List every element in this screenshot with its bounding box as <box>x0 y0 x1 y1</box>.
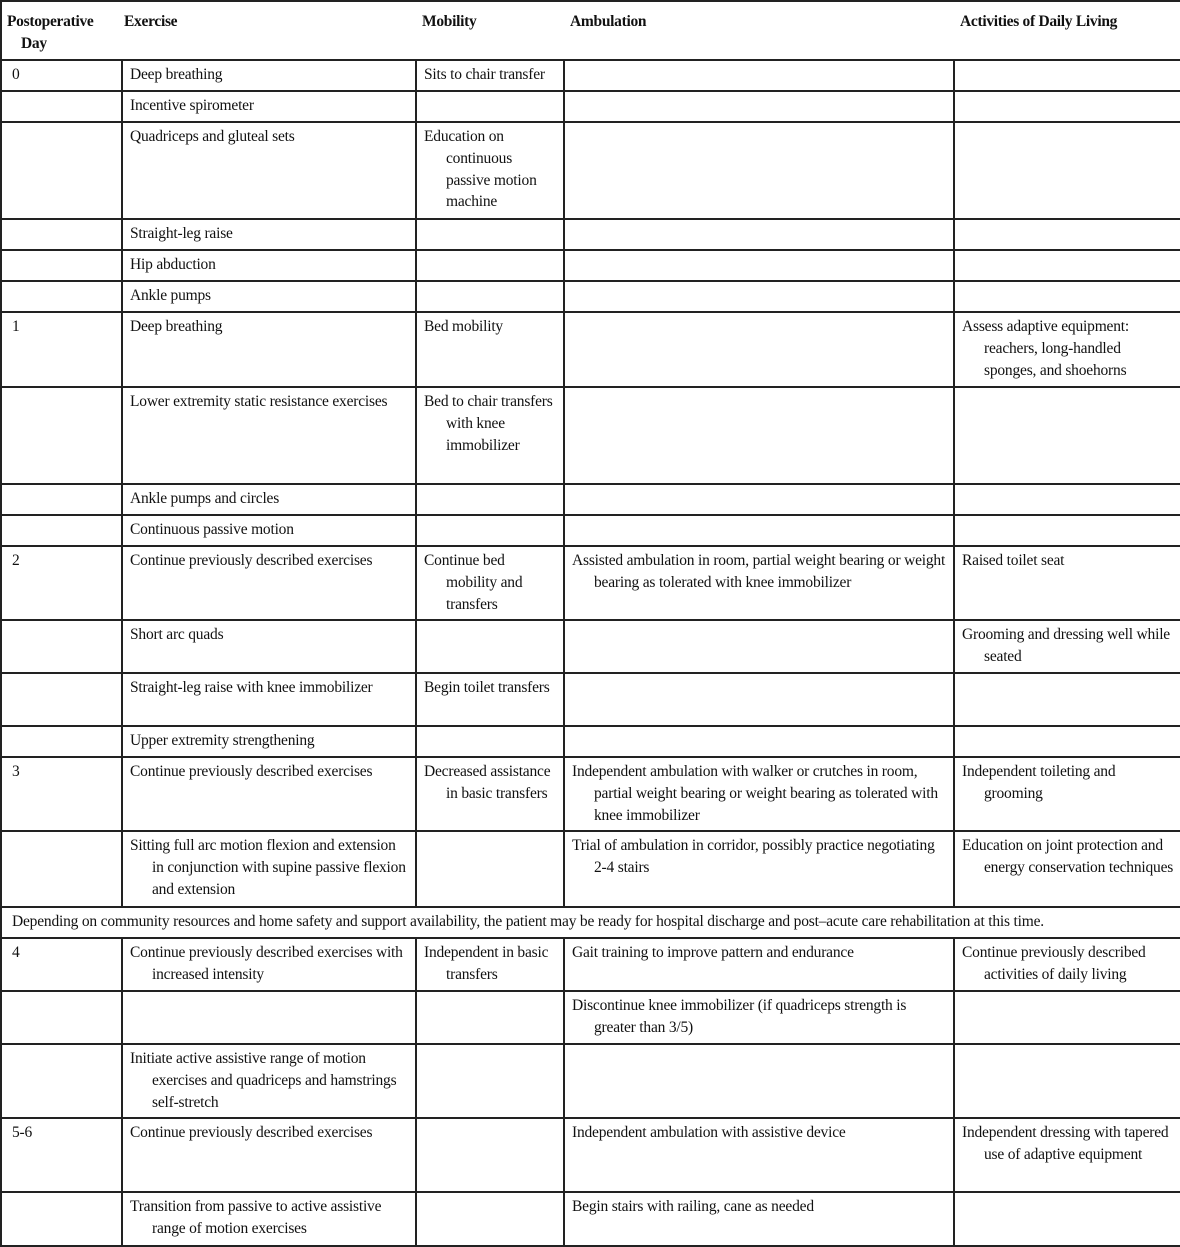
header-day-line2: Day <box>21 34 47 52</box>
cell-ambulation <box>564 312 954 387</box>
cell-mobility <box>416 1118 564 1192</box>
cell-mobility <box>416 831 564 907</box>
cell-adl <box>954 1044 1180 1118</box>
table-row <box>1 938 1180 991</box>
cell-text-exercise: Continuous passive motion <box>130 521 294 538</box>
cell-adl <box>954 1192 1180 1246</box>
cell-adl <box>954 60 1180 91</box>
table-row <box>1 1192 1180 1246</box>
header-row <box>1 1 1180 60</box>
cell-day <box>1 60 122 91</box>
cell-day <box>1 991 122 1044</box>
cell-text-exercise: Quadriceps and gluteal sets <box>130 128 295 145</box>
cell-text-day: 2 <box>12 552 20 569</box>
cell-mobility <box>416 620 564 673</box>
table-row <box>1 1044 1180 1118</box>
cell-exercise <box>122 281 416 312</box>
cell-text-exercise: Deep breathing <box>130 66 223 83</box>
cell-adl <box>954 991 1180 1044</box>
cell-day <box>1 620 122 673</box>
table-header <box>1 1 1180 60</box>
cell-ambulation <box>564 546 954 620</box>
cell-ambulation <box>564 938 954 991</box>
cell-day <box>1 1044 122 1118</box>
cell-day <box>1 831 122 907</box>
cell-text-ambulation: Gait training to improve pattern and endurance <box>572 944 854 961</box>
table-row <box>1 831 1180 907</box>
cell-text-ambulation: Independent ambulation with walker or crutches in room, partial weight bearing or weight bearing as tolerated with knee immobilizer <box>572 763 938 824</box>
header-postoperative-day <box>1 1 122 60</box>
cell-text-exercise: Initiate active assistive range of motion exercises and quadriceps and hamstrings self-stretch <box>130 1050 397 1111</box>
table-row <box>1 484 1180 515</box>
cell-adl <box>954 250 1180 281</box>
cell-text-exercise: Continue previously described exercises <box>130 1124 373 1141</box>
cell-exercise <box>122 1118 416 1192</box>
cell-ambulation <box>564 122 954 219</box>
cell-text-mobility: Continue bed mobility and transfers <box>424 552 523 613</box>
cell-exercise <box>122 1044 416 1118</box>
header-ambulation: Ambulation <box>564 1 954 60</box>
cell-mobility <box>416 673 564 726</box>
cell-text-exercise: Continue previously described exercises <box>130 763 373 780</box>
cell-exercise <box>122 515 416 546</box>
cell-mobility <box>416 281 564 312</box>
table-row <box>1 219 1180 250</box>
cell-mobility <box>416 122 564 219</box>
cell-exercise <box>122 620 416 673</box>
table-row <box>1 122 1180 219</box>
cell-day <box>1 122 122 219</box>
cell-text-mobility: Begin toilet transfers <box>424 679 550 696</box>
cell-text-ambulation: Discontinue knee immobilizer (if quadriceps strength is greater than 3/5) <box>572 997 907 1036</box>
cell-text-mobility: Decreased assistance in basic transfers <box>424 763 551 802</box>
cell-mobility <box>416 1044 564 1118</box>
cell-ambulation <box>564 1044 954 1118</box>
cell-ambulation <box>564 673 954 726</box>
cell-day <box>1 757 122 831</box>
table-row <box>1 620 1180 673</box>
cell-text-exercise: Upper extremity strengthening <box>130 732 315 749</box>
cell-ambulation <box>564 757 954 831</box>
table-row <box>1 546 1180 620</box>
cell-text-adl: Independent toileting and grooming <box>962 763 1116 802</box>
table-row <box>1 250 1180 281</box>
cell-ambulation <box>564 484 954 515</box>
cell-adl <box>954 673 1180 726</box>
cell-exercise <box>122 387 416 484</box>
cell-mobility <box>416 991 564 1044</box>
cell-text-adl: Independent dressing with tapered use of adaptive equipment <box>962 1124 1169 1163</box>
cell-text-exercise: Ankle pumps and circles <box>130 490 280 507</box>
cell-mobility <box>416 938 564 991</box>
cell-ambulation <box>564 991 954 1044</box>
table-row <box>1 515 1180 546</box>
cell-day <box>1 312 122 387</box>
table-row <box>1 91 1180 122</box>
cell-text-adl: Continue previously described activities of daily living <box>962 944 1146 983</box>
cell-ambulation <box>564 1192 954 1246</box>
cell-text-adl: Education on joint protection and energy conservation techniques <box>962 837 1174 876</box>
cell-text-exercise: Continue previously described exercises <box>130 552 373 569</box>
cell-exercise <box>122 757 416 831</box>
cell-mobility <box>416 1192 564 1246</box>
table-body <box>1 60 1180 1246</box>
cell-text-mobility: Education on continuous passive motion machine <box>424 128 537 211</box>
cell-day <box>1 726 122 757</box>
cell-text-exercise: Straight-leg raise with knee immobilizer <box>130 679 373 696</box>
cell-text-exercise: Deep breathing <box>130 318 223 335</box>
cell-ambulation <box>564 60 954 91</box>
cell-text-adl: Assess adaptive equipment: reachers, long-handled sponges, and shoehorns <box>962 318 1129 379</box>
cell-mobility <box>416 312 564 387</box>
cell-ambulation <box>564 281 954 312</box>
cell-ambulation <box>564 219 954 250</box>
cell-adl <box>954 122 1180 219</box>
cell-text-mobility: Bed to chair transfers with knee immobilizer <box>424 393 553 454</box>
cell-text-exercise: Lower extremity static resistance exercises <box>130 393 388 410</box>
discharge-note-row <box>1 907 1180 938</box>
cell-day <box>1 281 122 312</box>
cell-day <box>1 91 122 122</box>
header-day-line1: Postoperative <box>7 13 94 30</box>
cell-text-ambulation: Begin stairs with railing, cane as needed <box>572 1198 814 1215</box>
cell-exercise <box>122 91 416 122</box>
cell-adl <box>954 219 1180 250</box>
cell-adl <box>954 757 1180 831</box>
cell-adl <box>954 938 1180 991</box>
cell-ambulation <box>564 620 954 673</box>
cell-day <box>1 515 122 546</box>
cell-text-exercise: Hip abduction <box>130 256 216 273</box>
cell-mobility <box>416 91 564 122</box>
cell-mobility <box>416 387 564 484</box>
cell-exercise <box>122 991 416 1044</box>
cell-adl <box>954 1118 1180 1192</box>
cell-adl <box>954 281 1180 312</box>
cell-adl <box>954 831 1180 907</box>
cell-exercise <box>122 726 416 757</box>
cell-adl <box>954 726 1180 757</box>
cell-mobility <box>416 484 564 515</box>
cell-text-day: 1 <box>12 318 20 335</box>
cell-mobility <box>416 60 564 91</box>
discharge-note: Depending on community resources and home safety and support availability, the patient may be ready for hospital discharge and post–acute care rehabilitation at this time. <box>1 907 1180 938</box>
cell-exercise <box>122 312 416 387</box>
cell-mobility <box>416 250 564 281</box>
cell-adl <box>954 484 1180 515</box>
cell-text-day: 4 <box>12 944 20 961</box>
cell-ambulation <box>564 831 954 907</box>
cell-ambulation <box>564 1118 954 1192</box>
cell-text-exercise: Continue previously described exercises with increased intensity <box>130 944 403 983</box>
cell-exercise <box>122 938 416 991</box>
header-exercise: Exercise <box>122 1 416 60</box>
cell-text-day: 3 <box>12 763 20 780</box>
table-row <box>1 673 1180 726</box>
cell-exercise <box>122 60 416 91</box>
cell-text-ambulation: Trial of ambulation in corridor, possibly practice negotiating 2-4 stairs <box>572 837 935 876</box>
cell-text-exercise: Transition from passive to active assistive range of motion exercises <box>130 1198 382 1237</box>
cell-text-exercise: Straight-leg raise <box>130 225 233 242</box>
cell-ambulation <box>564 387 954 484</box>
cell-exercise <box>122 1192 416 1246</box>
cell-ambulation <box>564 250 954 281</box>
cell-exercise <box>122 673 416 726</box>
cell-mobility <box>416 219 564 250</box>
cell-text-adl: Grooming and dressing well while seated <box>962 626 1170 665</box>
cell-day <box>1 387 122 484</box>
cell-text-ambulation: Assisted ambulation in room, partial weight bearing or weight bearing as tolerated with knee immobilizer <box>572 552 946 591</box>
table-row <box>1 387 1180 484</box>
header-adl: Activities of Daily Living <box>954 1 1180 60</box>
cell-text-mobility: Sits to chair transfer <box>424 66 545 83</box>
cell-text-day: 5-6 <box>12 1124 33 1141</box>
cell-adl <box>954 620 1180 673</box>
cell-text-exercise: Sitting full arc motion flexion and extension in conjunction with supine passive flexion and extension <box>130 837 406 898</box>
cell-day <box>1 938 122 991</box>
cell-day <box>1 219 122 250</box>
cell-text-adl: Raised toilet seat <box>962 552 1065 569</box>
cell-adl <box>954 312 1180 387</box>
cell-day <box>1 484 122 515</box>
cell-text-day: 0 <box>12 66 20 83</box>
cell-day <box>1 1118 122 1192</box>
cell-text-exercise: Ankle pumps <box>130 287 211 304</box>
cell-exercise <box>122 831 416 907</box>
table-row <box>1 757 1180 831</box>
table-row <box>1 1118 1180 1192</box>
cell-mobility <box>416 726 564 757</box>
cell-text-ambulation: Independent ambulation with assistive device <box>572 1124 846 1141</box>
cell-adl <box>954 387 1180 484</box>
table-row <box>1 312 1180 387</box>
table-row <box>1 60 1180 91</box>
cell-adl <box>954 515 1180 546</box>
cell-ambulation <box>564 91 954 122</box>
cell-text-mobility: Independent in basic transfers <box>424 944 549 983</box>
cell-exercise <box>122 122 416 219</box>
cell-text-exercise: Incentive spirometer <box>130 97 254 114</box>
cell-mobility <box>416 515 564 546</box>
cell-text-mobility: Bed mobility <box>424 318 503 335</box>
cell-exercise <box>122 546 416 620</box>
cell-day <box>1 1192 122 1246</box>
cell-text-exercise: Short arc quads <box>130 626 224 643</box>
cell-ambulation <box>564 726 954 757</box>
cell-adl <box>954 546 1180 620</box>
table-row <box>1 281 1180 312</box>
table-row <box>1 991 1180 1044</box>
cell-day <box>1 250 122 281</box>
cell-ambulation <box>564 515 954 546</box>
cell-adl <box>954 91 1180 122</box>
cell-day <box>1 546 122 620</box>
table-row <box>1 726 1180 757</box>
cell-mobility <box>416 546 564 620</box>
cell-mobility <box>416 757 564 831</box>
cell-day <box>1 673 122 726</box>
header-mobility: Mobility <box>416 1 564 60</box>
cell-exercise <box>122 484 416 515</box>
cell-exercise <box>122 219 416 250</box>
cell-exercise <box>122 250 416 281</box>
